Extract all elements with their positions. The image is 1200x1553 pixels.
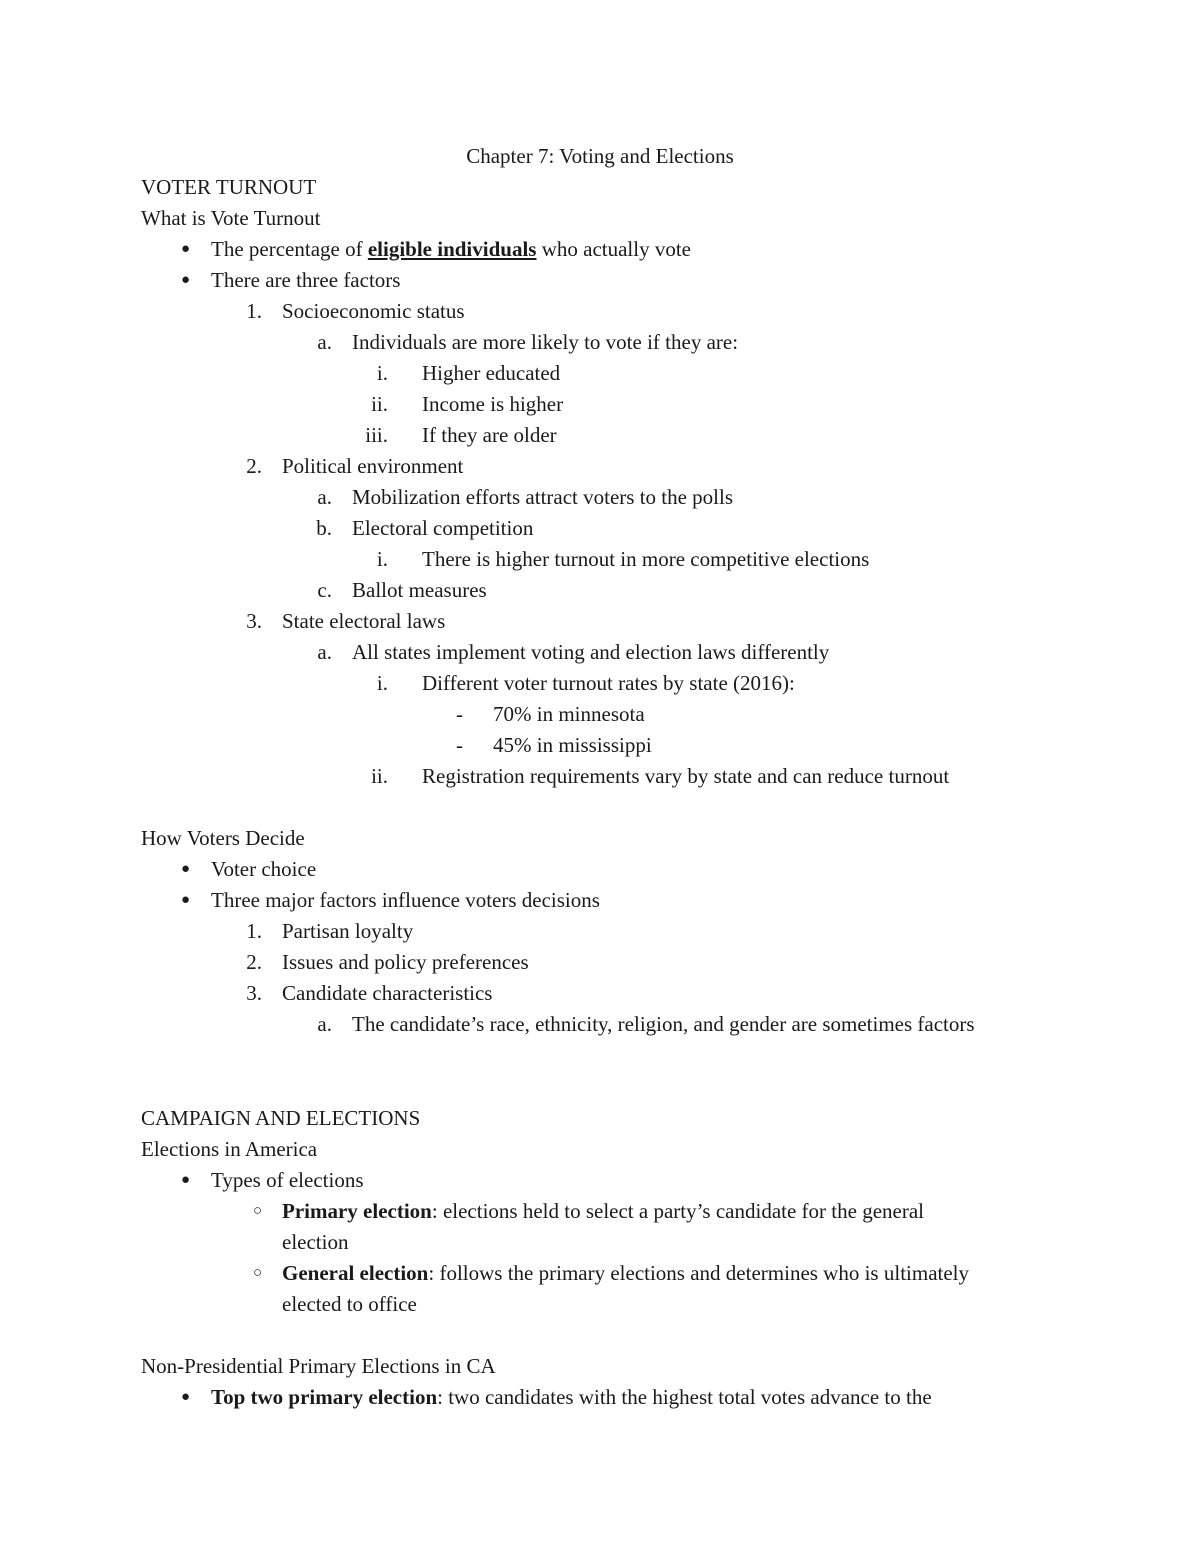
dash-marker: - [456,702,463,726]
list-number: 1. [246,299,262,323]
list-item-continuation: election [282,1230,349,1254]
bullet-icon: ● [180,272,190,288]
bullet-icon: ● [180,1389,190,1405]
list-item [211,236,691,262]
list-roman: ii. [371,392,388,416]
circle-bullet-icon: ○ [252,1265,262,1281]
term-general-election: General election [282,1261,429,1285]
list-item: Mobilization efforts attract voters to the polls [352,485,734,509]
list-roman: i. [376,361,388,385]
list-letter: a. [317,640,332,664]
bullet-icon: ● [180,892,190,908]
term-top-two-primary: Top two primary election [211,1385,438,1409]
list-item: State electoral laws [282,609,446,633]
list-item: 70% in minnesota [493,702,645,726]
subheading-what-is-vote-turnout: What is Vote Turnout [141,206,321,230]
list-item: Partisan loyalty [282,919,414,943]
page-title: Chapter 7: Voting and Elections [466,144,734,168]
section-heading-voter-turnout: VOTER TURNOUT [141,175,317,199]
subheading-non-presidential: Non-Presidential Primary Elections in CA [141,1354,496,1378]
list-item: Voter choice [211,857,317,881]
list-item [211,1384,932,1410]
list-item: Candidate characteristics [282,981,493,1005]
section-heading-campaign: CAMPAIGN AND ELECTIONS [141,1106,421,1130]
dash-marker: - [456,733,463,757]
list-item: Socioeconomic status [282,299,465,323]
term-primary-election: Primary election [282,1199,432,1223]
list-number: 1. [246,919,262,943]
circle-bullet-icon: ○ [252,1203,262,1219]
list-item [282,1260,969,1286]
list-item: Ballot measures [352,578,487,602]
list-item: Individuals are more likely to vote if they are: [352,330,739,354]
text-run: The percentage of [211,237,368,261]
list-item: All states implement voting and election laws differently [352,640,830,664]
list-item: Higher educated [422,361,561,385]
list-letter: c. [317,578,332,602]
list-letter: a. [317,485,332,509]
list-item: The candidate’s race, ethnicity, religion, and gender are sometimes factors [352,1012,975,1036]
emphasis-term: eligible individuals [367,237,537,261]
list-roman: ii. [371,764,388,788]
list-item: Political environment [282,454,464,478]
subheading-how-voters-decide: How Voters Decide [141,826,305,850]
list-item: Income is higher [422,392,564,416]
list-roman: i. [376,671,388,695]
list-item: If they are older [422,423,557,447]
bullet-icon: ● [180,1172,190,1188]
text-run: who actually vote [536,237,692,261]
subheading-elections-in-america: Elections in America [141,1137,318,1161]
list-item-continuation: elected to office [282,1292,417,1316]
list-item: There is higher turnout in more competitive elections [422,547,870,571]
list-letter: b. [316,516,332,540]
list-letter: a. [317,1012,332,1036]
list-item: Different voter turnout rates by state (2016): [422,671,795,695]
list-number: 3. [246,981,262,1005]
list-item: Issues and policy preferences [282,950,529,974]
list-item: Registration requirements vary by state and can reduce turnout [422,764,950,788]
list-number: 2. [246,950,262,974]
list-item: There are three factors [211,268,401,292]
list-item [282,1198,924,1224]
list-roman: iii. [365,423,388,447]
list-item: Three major factors influence voters decisions [211,888,600,912]
list-number: 3. [246,609,262,633]
bullet-icon: ● [180,241,190,257]
bullet-icon: ● [180,861,190,877]
text-run: : elections held to select a party’s candidate for the general [431,1199,924,1223]
text-run: : two candidates with the highest total votes advance to the [437,1385,932,1409]
list-roman: i. [376,547,388,571]
text-run: : follows the primary elections and determines who is ultimately [428,1261,970,1285]
list-item: 45% in mississippi [493,733,652,757]
list-item: Types of elections [211,1168,364,1192]
list-item: Electoral competition [352,516,534,540]
list-letter: a. [317,330,332,354]
list-number: 2. [246,454,262,478]
